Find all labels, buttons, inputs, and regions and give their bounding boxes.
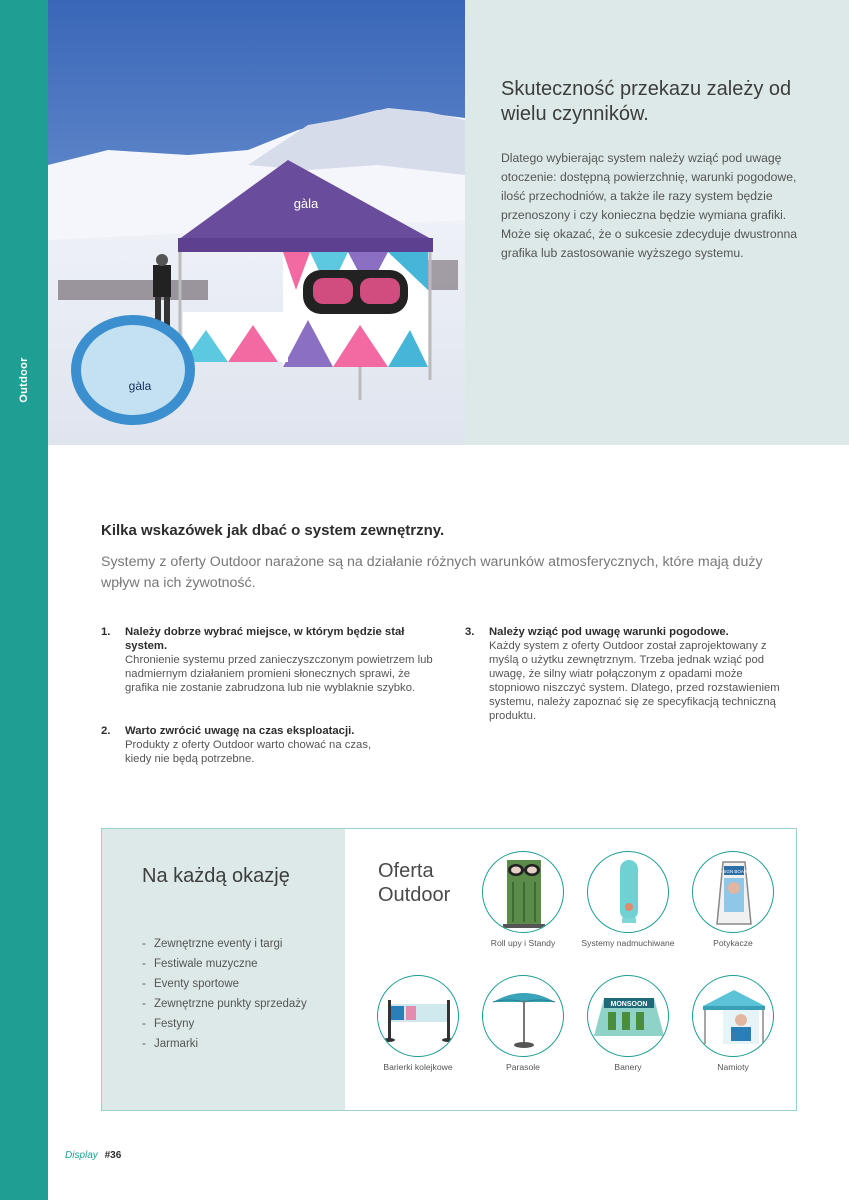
page-number: #36 <box>104 1150 122 1161</box>
tip-text: Każdy system z oferty Outdoor został zaprojektowany z myślą o użytku zewnętrznym. Trzeba jednak wziąć pod uwagę, że silny wiatr połączonym z opadami może stopniowo niszczyć system. Dlatego, przed rozstawieniem systemu, należy zapoznać się ze specyfikacją techniczną produktu. <box>489 640 780 722</box>
aframe-sign-icon <box>692 851 774 933</box>
parasol-icon <box>482 975 564 1057</box>
section-label: Outdoor <box>18 357 30 403</box>
footer <box>65 1150 121 1161</box>
occasion-item: - Zewnętrzne eventy i targi <box>142 934 307 954</box>
offer-box <box>101 828 797 1111</box>
product-banner[interactable] <box>578 975 678 1073</box>
product-aframe[interactable] <box>683 851 783 949</box>
product-rollup[interactable] <box>473 851 573 949</box>
occasion-item: - Festyny <box>142 1014 307 1034</box>
svg-text:gàla: gàla <box>293 196 319 211</box>
inflatable-icon <box>587 851 669 933</box>
product-label: Roll upy i Standy <box>490 938 556 948</box>
occasion-item: - Zewnętrzne punkty sprzedaży <box>142 994 307 1014</box>
hero-photo <box>48 0 465 445</box>
tip-title: Należy wziąć pod uwagę warunki pogodowe. <box>489 626 729 638</box>
svg-text:MONSOON: MONSOON <box>610 1001 648 1008</box>
svg-text:gàla: gàla <box>128 379 152 393</box>
product-barrier[interactable] <box>368 975 468 1073</box>
tip-number: 2. <box>101 725 111 737</box>
product-label: Barierki kolejkowe <box>383 1062 453 1072</box>
tip-title: Należy dobrze wybrać miejsce, w którym będzie stał system. <box>125 626 405 652</box>
footer-brand: Display <box>65 1150 98 1161</box>
tip-number: 1. <box>101 626 111 638</box>
tip-number: 3. <box>465 626 475 638</box>
occasion-item: - Festiwale muzyczne <box>142 954 307 974</box>
side-strip <box>0 0 48 1200</box>
product-inflatable[interactable] <box>578 851 678 949</box>
tip-2 <box>101 724 441 766</box>
product-label: Banery <box>614 1062 642 1072</box>
tip-3 <box>465 625 795 723</box>
tip-text: Produkty z oferty Outdoor warto chować na czas, kiedy nie będą potrzebne. <box>125 739 372 765</box>
occasions-panel <box>102 829 345 1110</box>
occasion-item: - Jarmarki <box>142 1034 307 1054</box>
product-label: Potykacze <box>713 938 753 948</box>
intro-title: Skuteczność przekazu zależy od wielu czynników. <box>501 78 792 125</box>
product-label: Systemy nadmuchiwane <box>581 938 675 948</box>
offer-title: Oferta Outdoor <box>378 860 451 906</box>
intro-panel <box>465 0 849 445</box>
tips-lead: Systemy z oferty Outdoor narażone są na działanie różnych warunków atmosferycznych, które mają duży wpływ na ich żywotność. <box>101 554 763 591</box>
product-tent[interactable] <box>683 975 783 1073</box>
product-label: Namioty <box>717 1062 749 1072</box>
rollup-icon <box>482 851 564 933</box>
tent-icon <box>692 975 774 1057</box>
occasion-item: - Eventy sportowe <box>142 974 307 994</box>
tips-heading: Kilka wskazówek jak dbać o system zewnętrzny. <box>101 522 445 539</box>
intro-text: Dlatego wybierając system należy wziąć pod uwagę otoczenie: dostępną powierzchnię, warunki pogodowe, ilość przechodniów, a także ile razy system będzie przenoszony i czy konieczna będzie wymiana grafiki. Może się okazać, że o sukcesie zdecyduje dwustronna grafika lub zastosowanie wyższego systemu. <box>501 151 798 260</box>
occasions-list <box>142 934 307 1054</box>
banner-icon <box>587 975 669 1057</box>
product-parasol[interactable] <box>473 975 573 1073</box>
barrier-icon <box>377 975 459 1057</box>
svg-text:A-SIGN BOARD: A-SIGN BOARD <box>717 869 751 874</box>
tip-title: Warto zwrócić uwagę na czas eksploatacji. <box>125 725 355 737</box>
tip-1 <box>101 625 441 695</box>
occasions-title: Na każdą okazję <box>142 865 290 887</box>
tip-text: Chronienie systemu przed zanieczyszczonym powietrzem lub nadmiernym działaniem promieni słonecznych sprawi, że grafika nie zostanie zabrudzona lub nie wyblaknie szybko. <box>125 654 433 694</box>
product-label: Parasole <box>506 1062 540 1072</box>
